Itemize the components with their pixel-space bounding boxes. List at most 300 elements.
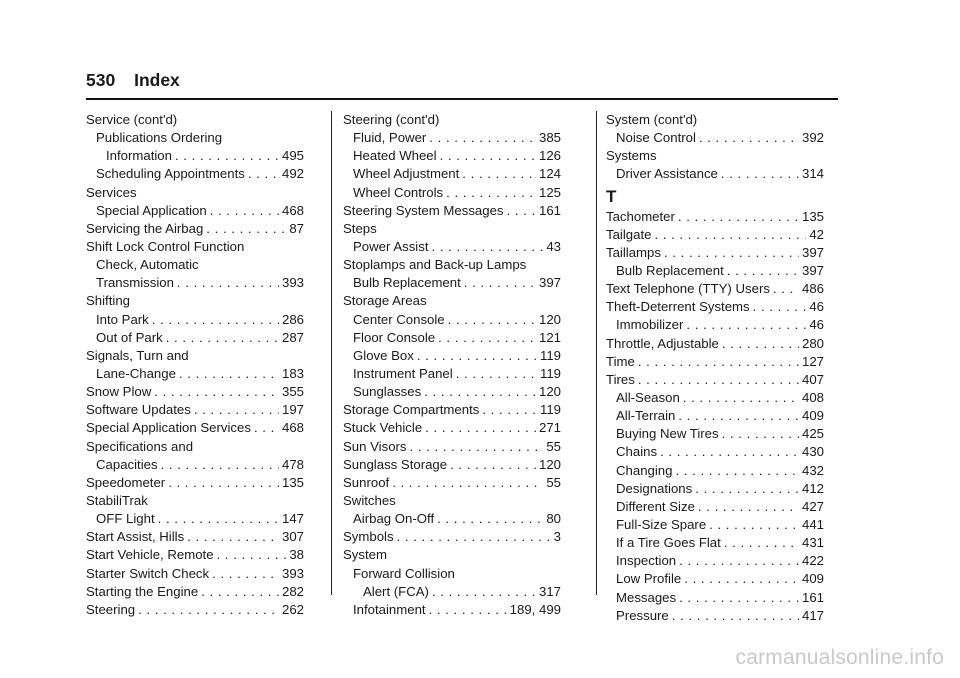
index-entry [343,292,561,310]
dot-leader [201,583,279,601]
index-entry [343,311,561,329]
entry-page-number: 282 [281,583,304,599]
index-entry [606,280,824,298]
entry-page-number: 417 [801,607,824,623]
index-entry [86,311,304,329]
dot-leader [437,510,543,528]
entry-page-number: 161 [538,202,561,218]
entry-text: Out of Park [96,329,163,345]
index-entry [86,329,304,347]
index-entry [606,244,824,262]
entry-page-number: 120 [538,384,561,400]
index-entry [86,111,304,129]
entry-text: Tailgate [606,226,652,242]
entry-page-number: 271 [538,420,561,436]
dot-leader [194,401,279,419]
page-number: 530 [86,70,116,90]
entry-text: Scheduling Appointments [96,166,245,182]
entry-page-number: 42 [809,226,824,242]
index-entry [606,425,824,443]
entry-page-number: 441 [801,516,824,532]
entry-text: Full-Size Spare [616,516,707,532]
dot-leader [678,208,799,226]
index-entry [86,583,304,601]
entry-text: Bulb Replacement [616,262,724,278]
entry-text: Sun Visors [343,438,407,454]
entry-text: Snow Plow [86,384,152,400]
entry-page-number: 120 [538,456,561,472]
dot-leader [410,438,544,456]
index-entry [606,498,824,516]
entry-page-number: 46 [809,317,824,333]
entry-text: Designations [616,480,693,496]
column-divider [596,111,597,595]
dot-leader [638,371,799,389]
index-column-2 [343,111,561,619]
entry-text: Text Telephone (TTY) Users [606,281,770,297]
index-entry [343,546,561,564]
entry-page-number: 317 [538,583,561,599]
entry-text: Shift Lock Control Function [86,238,245,254]
entry-text: Center Console [353,311,445,327]
entry-text: Lane-Change [96,365,176,381]
index-entry [343,129,561,147]
index-entry [343,184,561,202]
dot-leader [448,311,536,329]
entry-page-number: 408 [801,389,824,405]
entry-page-number: 124 [538,166,561,182]
entry-text: Alert (FCA) [363,583,429,599]
entry-text: Inspection [616,553,677,569]
dot-leader [679,552,799,570]
index-entry [86,401,304,419]
entry-text: StabiliTrak [86,492,148,508]
index-entry [343,274,561,292]
entry-text: Bulb Replacement [353,275,461,291]
entry-page-number: 280 [801,335,824,351]
entry-text: Starting the Engine [86,583,199,599]
index-entry [86,202,304,220]
entry-page-number: 425 [801,426,824,442]
entry-page-number: 46 [809,299,824,315]
entry-page-number: 392 [801,130,824,146]
index-entry [86,147,304,165]
entry-text: Special Application Services [86,420,251,436]
dot-leader [664,244,799,262]
entry-text: System [343,547,387,563]
index-entry [343,165,561,183]
entry-page-number: 43 [546,238,561,254]
entry-text: Storage Compartments [343,402,480,418]
entry-text: Different Size [616,498,695,514]
index-entry [606,208,824,226]
entry-text: Taillamps [606,244,661,260]
entry-text: Start Vehicle, Remote [86,547,214,563]
entry-text: Buying New Tires [616,426,719,442]
index-entry [343,347,561,365]
dot-leader [432,238,544,256]
entry-text: Instrument Panel [353,365,453,381]
dot-leader [699,129,799,147]
index-column-1 [86,111,304,619]
entry-text: Low Profile [616,571,682,587]
entry-text: Immobilizer [616,317,684,333]
dot-leader [212,565,279,583]
index-entry [606,165,824,183]
dot-leader [248,165,279,183]
entry-page-number: 397 [801,244,824,260]
dot-leader [660,443,799,461]
entry-text: All-Season [616,389,680,405]
dot-leader [206,220,286,238]
index-entry [606,335,824,353]
dot-leader [464,274,536,292]
index-entry [86,528,304,546]
index-entry [86,510,304,528]
entry-page-number: 393 [281,275,304,291]
index-entry [86,565,304,583]
entry-text: Service (cont'd) [86,112,178,127]
index-entry [86,492,304,510]
entry-page-number: 468 [281,202,304,218]
index-entry [343,329,561,347]
entry-page-number: 314 [801,166,824,182]
section-letter: T [606,186,617,206]
entry-text: Power Assist [353,238,429,254]
index-entry [343,147,561,165]
index-entry [86,129,304,147]
index-entry [606,262,824,280]
index-entry [86,165,304,183]
dot-leader [698,498,799,516]
dot-leader [773,280,799,298]
index-entry [343,202,561,220]
entry-text: Software Updates [86,402,191,418]
entry-page-number: 127 [801,353,824,369]
entry-page-number: 430 [801,444,824,460]
entry-page-number: 3 [553,529,561,545]
entry-page-number: 120 [538,311,561,327]
index-entry [606,534,824,552]
entry-text: Glove Box [353,347,414,363]
entry-text: Specifications and [86,438,194,454]
dot-leader [695,480,799,498]
dot-leader [709,516,799,534]
dot-leader [158,510,279,528]
index-entry [86,347,304,365]
index-entry [606,389,824,407]
index-entry [606,129,824,147]
entry-page-number: 80 [546,511,561,527]
entry-text: Check, Automatic [96,257,199,273]
entry-text: Capacities [96,456,158,472]
entry-text: Services [86,184,137,200]
dot-leader [254,419,279,437]
entry-text: Airbag On-Off [353,511,435,527]
entry-page-number: 197 [281,402,304,418]
dot-leader [753,298,807,316]
entry-page-number: 495 [281,148,304,164]
dot-leader [482,401,537,419]
entry-text: Into Park [96,311,149,327]
entry-page-number: 183 [281,365,304,381]
entry-page-number: 125 [538,184,561,200]
index-entry [606,552,824,570]
index-entry [606,226,824,244]
entry-text: Chains [616,444,658,460]
index-entry [343,401,561,419]
index-entry [343,601,561,619]
index-entry [343,438,561,456]
entry-text: Servicing the Airbag [86,220,204,236]
dot-leader [425,419,536,437]
entry-text: Steering System Messages [343,202,504,218]
dot-leader [175,147,279,165]
index-entry [606,298,824,316]
entry-page-number: 55 [546,474,561,490]
index-entry [343,474,561,492]
entry-page-number: 189, 499 [509,601,561,617]
entry-text: Storage Areas [343,293,427,309]
dot-leader [727,262,799,280]
entry-text: Sunglass Storage [343,456,448,472]
dot-leader [429,601,507,619]
entry-page-number: 478 [281,456,304,472]
entry-page-number: 87 [289,220,304,236]
index-entry [606,407,824,425]
dot-leader [438,329,536,347]
index-entry [606,353,824,371]
entry-page-number: 38 [289,547,304,563]
dot-leader [166,329,279,347]
dot-leader [440,147,536,165]
index-entry [86,546,304,564]
entry-page-number: 119 [539,365,561,381]
dot-leader [722,335,799,353]
dot-leader [392,474,543,492]
entry-text: Noise Control [616,130,696,146]
entry-text: Publications Ordering [96,130,223,146]
entry-text: If a Tire Goes Flat [616,535,721,551]
entry-page-number: 486 [801,281,824,297]
dot-leader [168,474,279,492]
dot-leader [638,353,799,371]
dot-leader [446,184,536,202]
entry-text: Infotainment [353,601,426,617]
entry-text: All-Terrain [616,408,676,424]
entry-text: Fluid, Power [353,130,427,146]
index-entry [86,383,304,401]
index-entry [606,607,824,625]
entry-page-number: 119 [539,347,561,363]
entry-page-number: 147 [281,511,304,527]
index-entry [606,443,824,461]
entry-page-number: 161 [801,589,824,605]
index-entry [86,238,304,256]
entry-text: Symbols [343,529,394,545]
entry-text: Steps [343,220,377,236]
dot-leader [507,202,536,220]
entry-text: Transmission [96,275,174,291]
entry-text: Steering (cont'd) [343,112,440,127]
column-divider [331,111,332,595]
dot-leader [187,528,279,546]
index-entry [86,419,304,437]
dot-leader [217,546,287,564]
header-rule [86,98,838,100]
index-entry [86,456,304,474]
index-entry [343,510,561,528]
entry-text: Speedometer [86,474,166,490]
index-entry [343,256,561,274]
index-entry [86,220,304,238]
dot-leader [654,226,806,244]
index-entry [86,474,304,492]
index-entry [606,516,824,534]
dot-leader [675,462,799,480]
index-entry [343,365,561,383]
dot-leader [724,534,799,552]
entry-text: Pressure [616,607,669,623]
dot-leader [683,389,799,407]
index-entry [343,583,561,601]
index-entry [606,589,824,607]
dot-leader [672,607,799,625]
dot-leader [684,570,799,588]
dot-leader [432,583,536,601]
dot-leader [450,456,536,474]
index-column-3 [606,111,824,625]
dot-leader [456,365,537,383]
entry-text: Forward Collision [353,565,455,581]
entry-page-number: 393 [281,565,304,581]
dot-leader [721,165,799,183]
entry-page-number: 431 [801,535,824,551]
entry-text: Floor Console [353,329,436,345]
dot-leader [686,316,806,334]
index-entry [86,292,304,310]
entry-text: Steering [86,601,136,617]
index-entry [86,256,304,274]
entry-text: Heated Wheel [353,148,437,164]
index-entry [606,111,824,129]
dot-leader [179,365,279,383]
entry-page-number: 397 [801,262,824,278]
dot-leader [462,165,536,183]
index-entry [86,365,304,383]
entry-text: Sunroof [343,474,390,490]
dot-leader [177,274,279,292]
entry-page-number: 55 [546,438,561,454]
index-entry [606,480,824,498]
entry-text: Systems [606,148,657,164]
entry-page-number: 355 [281,384,304,400]
index-entry [606,570,824,588]
index-entry [86,601,304,619]
entry-text: Information [106,148,172,164]
entry-text: Theft-Deterrent Systems [606,299,750,315]
index-entry [343,220,561,238]
entry-page-number: 468 [281,420,304,436]
entry-text: Tires [606,371,635,387]
entry-text: Tachometer [606,208,675,224]
index-entry [606,462,824,480]
watermark: carmanualsonline.info [735,646,944,669]
entry-page-number: 409 [801,571,824,587]
entry-page-number: 412 [801,480,824,496]
entry-page-number: 121 [538,329,561,345]
entry-page-number: 385 [538,130,561,146]
entry-text: Shifting [86,293,130,309]
index-entry [343,565,561,583]
index-entry [343,456,561,474]
index-entry [343,238,561,256]
dot-leader [678,407,799,425]
entry-page-number: 409 [801,408,824,424]
entry-text: System (cont'd) [606,112,698,127]
dot-leader [397,528,551,546]
entry-text: Signals, Turn and [86,347,189,363]
entry-page-number: 422 [801,553,824,569]
dot-leader [161,456,279,474]
entry-page-number: 287 [281,329,304,345]
entry-text: Special Application [96,202,207,218]
index-entry [606,147,824,165]
dot-leader [722,425,799,443]
entry-text: Wheel Controls [353,184,444,200]
entry-text: Starter Switch Check [86,565,210,581]
index-entry [86,184,304,202]
entry-text: Driver Assistance [616,166,718,182]
dot-leader [210,202,279,220]
index-entry [86,274,304,292]
entry-page-number: 432 [801,462,824,478]
dot-leader [679,589,799,607]
entry-page-number: 135 [281,474,304,490]
entry-text: Messages [616,589,677,605]
index-entry [606,371,824,389]
entry-text: Stoplamps and Back-up Lamps [343,257,527,273]
entry-page-number: 126 [538,148,561,164]
entry-page-number: 262 [281,601,304,617]
entry-page-number: 307 [281,529,304,545]
entry-text: Sunglasses [353,384,422,400]
entry-page-number: 492 [281,166,304,182]
index-entry [86,438,304,456]
entry-page-number: 135 [801,208,824,224]
entry-text: Stuck Vehicle [343,420,423,436]
entry-text: Throttle, Adjustable [606,335,719,351]
entry-text: Time [606,353,635,369]
dot-leader [154,383,279,401]
index-entry [606,316,824,334]
entry-page-number: 407 [801,371,824,387]
entry-text: OFF Light [96,511,155,527]
index-entry [343,528,561,546]
entry-text: Wheel Adjustment [353,166,460,182]
page-title: Index [134,70,180,90]
index-entry [343,492,561,510]
entry-page-number: 427 [801,498,824,514]
index-entry [343,383,561,401]
page-header [86,70,180,91]
index-entry [343,111,561,129]
dot-leader [152,311,279,329]
entry-page-number: 119 [539,402,561,418]
entry-text: Start Assist, Hills [86,529,185,545]
entry-page-number: 286 [281,311,304,327]
dot-leader [138,601,279,619]
